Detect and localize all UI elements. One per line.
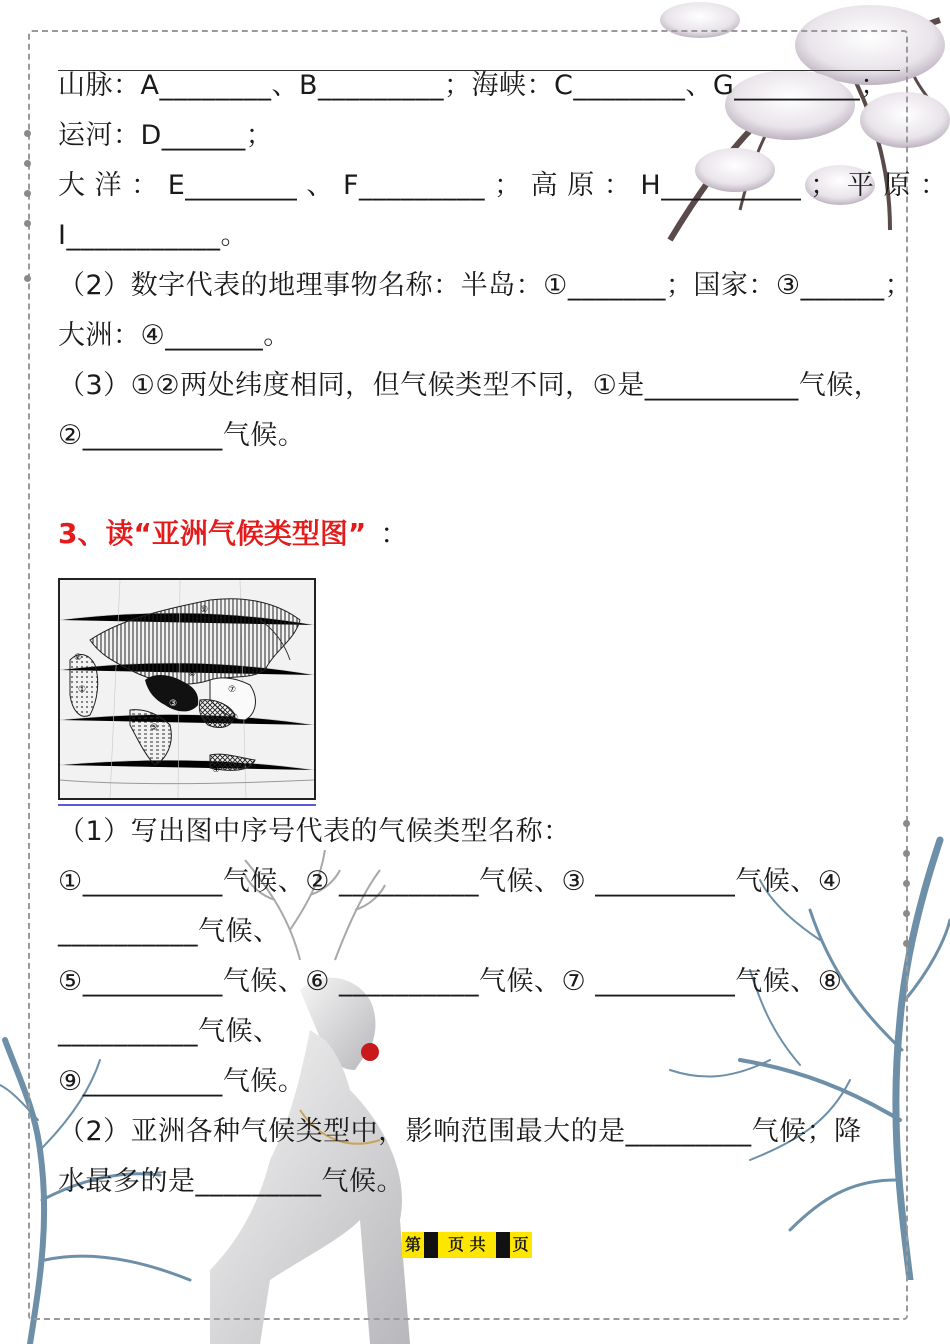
question-line: 大 洋 ： E________ 、 F_________ ； 高 原 ： H__________ ； 平 原 ： xyxy=(58,170,948,201)
question-line: I___________。 xyxy=(58,220,248,251)
asia-climate-map xyxy=(58,578,316,800)
right-dot-rail xyxy=(901,60,913,1320)
question-line: （3）①②两处纬度相同，但气候类型不同，①是___________气候， xyxy=(58,370,882,401)
question-line: ⑤__________气候、⑥ __________气候、⑦ __________气候、⑧ xyxy=(58,966,843,997)
map-label: ④ xyxy=(212,765,221,775)
map-label: ⑧ xyxy=(188,669,197,679)
footer-ye: 页 xyxy=(510,1232,532,1258)
section-3-title: 3、读“亚洲气候类型图” xyxy=(58,517,367,550)
footer-ye-gong: 页 共 xyxy=(438,1232,496,1258)
question-line: 大洲：④_______。 xyxy=(58,320,291,351)
left-dot-rail xyxy=(22,60,34,1320)
question-line: ②__________气候。 xyxy=(58,420,306,451)
page-footer xyxy=(402,1232,548,1258)
question-line: ⑨__________气候。 xyxy=(58,1066,306,1097)
asia-map-drawing xyxy=(60,580,314,798)
question-line: 水最多的是_________气候。 xyxy=(58,1166,404,1197)
map-label: ⑨ xyxy=(200,605,209,615)
footer-total-pages-blank xyxy=(496,1232,510,1258)
question-line: 山脉：A________、B_________；海峡：C________、G_________； xyxy=(58,70,888,101)
section-3-heading xyxy=(58,514,408,554)
map-underline xyxy=(58,804,316,806)
question-line: （1）写出图中序号代表的气候类型名称： xyxy=(58,816,571,847)
map-label: ③ xyxy=(169,699,178,709)
map-label: ⑥ xyxy=(230,713,239,723)
question-line: __________气候、 xyxy=(58,1016,281,1047)
footer-page-number-blank xyxy=(424,1232,438,1258)
section-3-colon: ： xyxy=(380,517,409,550)
question-line: 运河：D______； xyxy=(58,120,274,151)
question-line: ①__________气候、② __________气候、③ __________气候、④ xyxy=(58,866,843,897)
footer-di: 第 xyxy=(402,1232,424,1258)
question-line: （2）亚洲各种气候类型中，影响范围最大的是_________气候；降 xyxy=(58,1116,862,1147)
map-label: ① xyxy=(78,685,87,695)
map-label: ⑦ xyxy=(228,685,237,695)
question-line: __________气候、 xyxy=(58,916,281,947)
question-line: （2）数字代表的地理事物名称：半岛：①_______；国家：③______； xyxy=(58,270,913,301)
map-label: ⑤ xyxy=(150,723,159,733)
map-label: ② xyxy=(74,653,83,663)
